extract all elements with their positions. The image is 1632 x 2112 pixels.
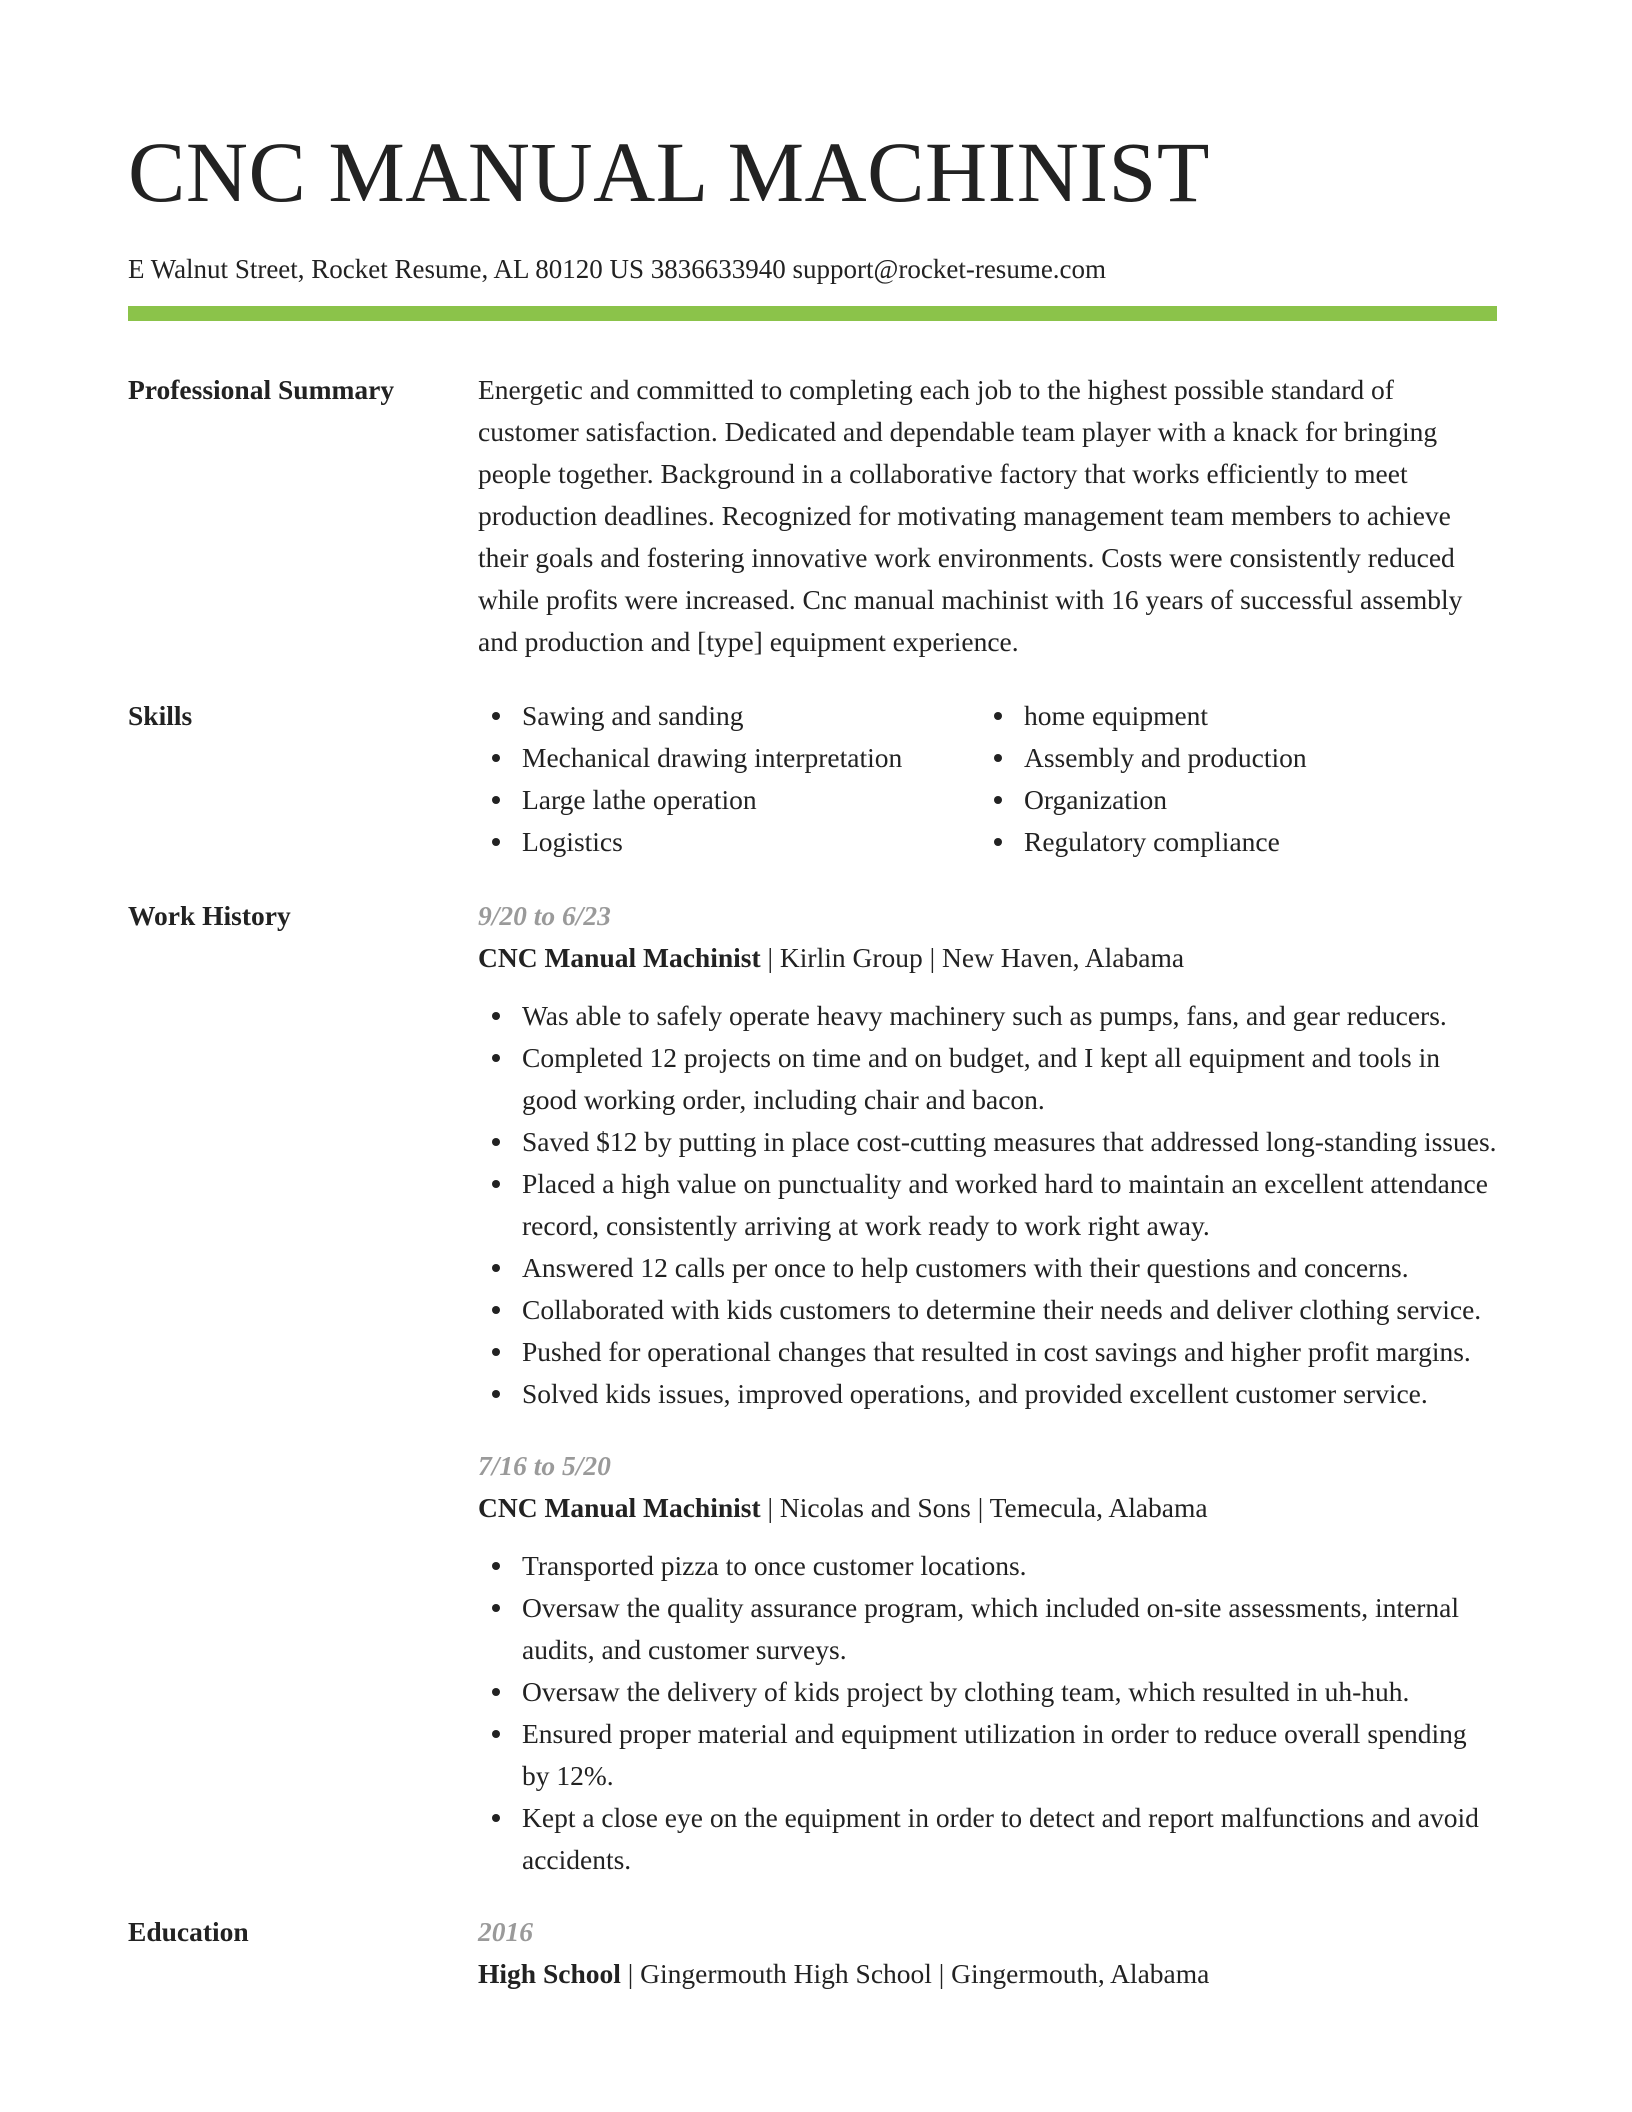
job-bullet: Completed 12 projects on time and on budget, and I kept all equipment and tools in good working order, including chair and bacon. <box>478 1037 1497 1121</box>
skill-item: home equipment <box>980 695 1482 737</box>
skill-item: Regulatory compliance <box>980 821 1482 863</box>
job-bullet: Collaborated with kids customers to determine their needs and deliver clothing service. <box>478 1289 1497 1331</box>
job-dates: 9/20 to 6/23 <box>478 900 611 931</box>
skills-section <box>128 695 1497 863</box>
accent-divider <box>128 306 1497 321</box>
skill-item: Large lathe operation <box>478 779 980 821</box>
professional-summary-section <box>128 369 1497 663</box>
skill-item: Organization <box>980 779 1482 821</box>
job-bullet: Placed a high value on punctuality and worked hard to maintain an excellent attendance record, consistently arriving at work ready to work right away. <box>478 1163 1497 1247</box>
work-history-body <box>478 895 1497 1881</box>
section-label-skills: Skills <box>128 700 193 731</box>
job-bullet: Pushed for operational changes that resulted in cost savings and higher profit margins. <box>478 1331 1497 1373</box>
education-body <box>478 1911 1497 1995</box>
job-heading <box>478 937 1497 979</box>
skills-column-right <box>980 695 1482 863</box>
job-bullet: Saved $12 by putting in place cost-cutting measures that addressed long-standing issues. <box>478 1121 1497 1163</box>
job-title: CNC Manual Machinist <box>478 942 761 973</box>
job-bullet: Solved kids issues, improved operations, and provided excellent customer service. <box>478 1373 1497 1415</box>
education-degree: High School <box>478 1958 621 1989</box>
candidate-name: CNC MANUAL MACHINIST <box>128 124 1210 220</box>
skills-grid <box>478 695 1497 863</box>
job-bullet: Kept a close eye on the equipment in order to detect and report malfunctions and avoid accidents. <box>478 1797 1497 1881</box>
skill-item: Mechanical drawing interpretation <box>478 737 980 779</box>
job-heading <box>478 1487 1497 1529</box>
section-label-summary: Professional Summary <box>128 374 395 405</box>
education-details: | Gingermouth High School | Gingermouth, Alabama <box>620 1958 1210 1989</box>
job-bullet: Transported pizza to once customer locations. <box>478 1545 1497 1587</box>
skills-column-left <box>478 695 980 863</box>
education-heading <box>478 1953 1497 1995</box>
job-entry <box>478 895 1497 1415</box>
skill-item: Sawing and sanding <box>478 695 980 737</box>
job-details: | Kirlin Group | New Haven, Alabama <box>760 942 1185 973</box>
job-bullet: Oversaw the quality assurance program, which included on-site assessments, internal audits, and customer surveys. <box>478 1587 1497 1671</box>
education-section <box>128 1911 1497 1995</box>
skill-item: Assembly and production <box>980 737 1482 779</box>
job-dates: 7/16 to 5/20 <box>478 1450 611 1481</box>
summary-text: Energetic and committed to completing each job to the highest possible standard of customer satisfaction. Dedicated and dependable team player with a knack for bringing people together. Background in a collaborative factory that works efficiently to meet production deadlines. Recognized for motivating management team members to achieve their goals and fostering innovative work environments. Costs were consistently reduced while profits were increased. Cnc manual machinist with 16 years of successful assembly and production and [type] equipment experience. <box>478 374 1463 657</box>
work-history-section <box>128 895 1497 1881</box>
section-label-education: Education <box>128 1916 249 1947</box>
job-title: CNC Manual Machinist <box>478 1492 761 1523</box>
job-entry <box>478 1445 1497 1881</box>
job-bullet: Ensured proper material and equipment utilization in order to reduce overall spending by 12%. <box>478 1713 1497 1797</box>
job-bullet: Answered 12 calls per once to help customers with their questions and concerns. <box>478 1247 1497 1289</box>
job-bullets <box>478 1545 1497 1881</box>
job-bullet: Oversaw the delivery of kids project by clothing team, which resulted in uh-huh. <box>478 1671 1497 1713</box>
job-bullet: Was able to safely operate heavy machinery such as pumps, fans, and gear reducers. <box>478 995 1497 1037</box>
section-label-work: Work History <box>128 900 291 931</box>
education-year: 2016 <box>478 1916 533 1947</box>
contact-line: E Walnut Street, Rocket Resume, AL 80120 US 3836633940 support@rocket-resume.com <box>128 254 1107 284</box>
skill-item: Logistics <box>478 821 980 863</box>
job-bullets <box>478 995 1497 1415</box>
job-details: | Nicolas and Sons | Temecula, Alabama <box>760 1492 1208 1523</box>
